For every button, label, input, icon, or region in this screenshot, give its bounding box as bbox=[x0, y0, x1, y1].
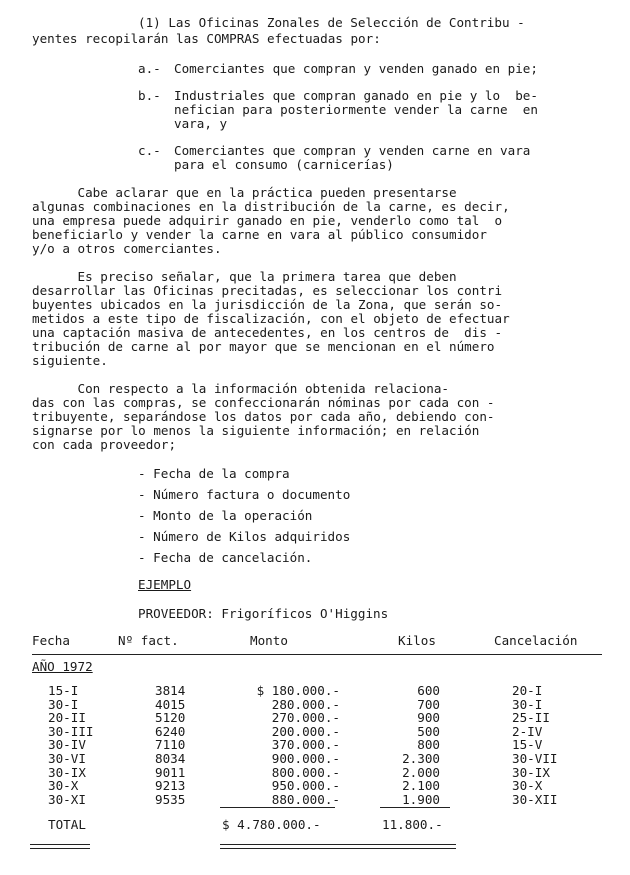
cell-amount: 800.000.- bbox=[271, 764, 340, 780]
column-header-cancellation: Cancelación bbox=[494, 633, 578, 648]
example-heading: EJEMPLO bbox=[138, 577, 192, 592]
paragraph-line: algunas combinaciones en la distribución de la carne, es decir, bbox=[32, 199, 510, 214]
paragraph-line: y/o a otros comerciantes. bbox=[32, 241, 222, 256]
cell-fecha: 20-II bbox=[48, 710, 86, 726]
paragraph-line: metidos a este tipo de fiscalización, con el objeto de efectuar bbox=[32, 311, 510, 326]
paragraph-line: Con respecto a la información obtenida relaciona- bbox=[32, 381, 450, 396]
cell-amount: 280.000.- bbox=[271, 696, 340, 712]
column-header-invoice: Nº fact. bbox=[118, 633, 179, 648]
cell-cancellation: 30-I bbox=[512, 696, 543, 712]
paragraph-line: signarse por lo menos la siguiente información; en relación bbox=[32, 423, 480, 438]
cell-cancellation: 30-VII bbox=[512, 751, 558, 766]
cell-invoice: 5120 bbox=[155, 710, 186, 726]
cell-kilos: 1.900 bbox=[402, 791, 440, 807]
cell-cancellation: 15-V bbox=[512, 737, 543, 753]
cell-fecha: 30-VI bbox=[48, 751, 86, 766]
paragraph-line: beneficiarlo y vender la carne en vara al público consumidor bbox=[32, 227, 487, 242]
cell-kilos: 2.100 bbox=[402, 778, 440, 794]
year-label: AÑO 1972 bbox=[32, 659, 93, 674]
cell-amount: 950.000.- bbox=[271, 778, 340, 794]
cell-kilos: 900 bbox=[417, 710, 440, 726]
double-rule-top bbox=[30, 844, 90, 845]
paragraph-line: Cabe aclarar que en la práctica pueden presentarse bbox=[32, 185, 457, 200]
list-item-text: para el consumo (carnicerías) bbox=[174, 157, 394, 172]
cell-amount: $ 180.000.- bbox=[256, 683, 340, 698]
cell-cancellation: 2-IV bbox=[512, 723, 543, 739]
cell-amount: 200.000.- bbox=[271, 723, 340, 739]
cell-kilos: 600 bbox=[417, 683, 440, 698]
cell-fecha: 30-X bbox=[48, 778, 79, 794]
paragraph-line: con cada proveedor; bbox=[32, 437, 177, 452]
paragraph-line: das con las compras, se confeccionarán nóminas por cada con - bbox=[32, 395, 495, 410]
cell-invoice: 9011 bbox=[155, 764, 186, 780]
cell-fecha: 30-III bbox=[48, 723, 94, 739]
cell-kilos: 2.000 bbox=[402, 764, 440, 780]
list-item-text: vara, y bbox=[174, 116, 228, 131]
paragraph-line: tribución de carne al por mayor que se mencionan en el número bbox=[32, 339, 495, 354]
total-amount: $ 4.780.000.- bbox=[222, 817, 321, 832]
cell-amount: 900.000.- bbox=[271, 751, 340, 766]
cell-invoice: 7110 bbox=[155, 737, 186, 753]
list-item: - Fecha de la compra bbox=[138, 466, 290, 481]
list-item-marker: a.- bbox=[138, 61, 161, 76]
intro-line-1: (1) Las Oficinas Zonales de Selección de Contribu - bbox=[138, 15, 525, 30]
cell-fecha: 30-IX bbox=[48, 764, 86, 780]
total-double-rule-bottom bbox=[220, 848, 456, 849]
kilos-subtotal-rule bbox=[380, 807, 450, 808]
list-item-text: Industriales que compran ganado en pie y lo be- bbox=[174, 88, 538, 103]
paragraph-line: tribuyente, separándose los datos por cada año, debiendo con- bbox=[32, 409, 495, 424]
cell-kilos: 800 bbox=[417, 737, 440, 753]
list-item-marker: b.- bbox=[138, 88, 161, 103]
cell-amount: 270.000.- bbox=[271, 710, 340, 726]
cell-kilos: 500 bbox=[417, 723, 440, 739]
cell-kilos: 2.300 bbox=[402, 751, 440, 766]
cell-cancellation: 30-X bbox=[512, 778, 543, 794]
cell-cancellation: 30-IX bbox=[512, 764, 550, 780]
column-header-amount: Monto bbox=[250, 633, 288, 648]
total-label: TOTAL bbox=[48, 817, 86, 832]
cell-cancellation: 20-I bbox=[512, 683, 543, 698]
list-item-text: Comerciantes que compran y venden ganado en pie; bbox=[174, 61, 538, 76]
list-item: - Número factura o documento bbox=[138, 487, 351, 502]
cell-invoice: 6240 bbox=[155, 723, 186, 739]
paragraph-line: desarrollar las Oficinas precitadas, es seleccionar los contri bbox=[32, 283, 503, 298]
intro-line-2: yentes recopilarán las COMPRAS efectuadas por: bbox=[32, 31, 381, 46]
cell-fecha: 30-XI bbox=[48, 791, 86, 807]
list-item: - Fecha de cancelación. bbox=[138, 550, 313, 565]
paragraph-line: siguiente. bbox=[32, 353, 108, 368]
list-item-text: nefician para posteriormente vender la carne en bbox=[174, 102, 538, 117]
paragraph-line: buyentes ubicados en la jurisdicción de la Zona, que serán so- bbox=[32, 297, 503, 312]
cell-fecha: 30-IV bbox=[48, 737, 86, 753]
cell-invoice: 8034 bbox=[155, 751, 186, 766]
provider-line: PROVEEDOR: Frigoríficos O'Higgins bbox=[138, 606, 389, 621]
cell-invoice: 4015 bbox=[155, 696, 186, 712]
cell-amount: 370.000.- bbox=[271, 737, 340, 753]
list-item-marker: c.- bbox=[138, 143, 161, 158]
double-rule-bottom bbox=[30, 848, 90, 849]
column-header-fecha: Fecha bbox=[32, 633, 70, 648]
total-kilos: 11.800.- bbox=[382, 817, 443, 832]
column-header-kilos: Kilos bbox=[398, 633, 436, 648]
list-item: - Monto de la operación bbox=[138, 508, 313, 523]
total-double-rule-top bbox=[220, 844, 456, 845]
cell-invoice: 3814 bbox=[155, 683, 186, 698]
cell-amount: 880.000.- bbox=[271, 791, 340, 807]
cell-fecha: 30-I bbox=[48, 696, 79, 712]
paragraph-line: una captación masiva de antecedentes, en los centros de dis - bbox=[32, 325, 503, 340]
amount-subtotal-rule bbox=[220, 807, 335, 808]
cell-cancellation: 25-II bbox=[512, 710, 550, 726]
cell-kilos: 700 bbox=[417, 696, 440, 712]
list-item: - Número de Kilos adquiridos bbox=[138, 529, 351, 544]
paragraph-line: una empresa puede adquirir ganado en pie, venderlo como tal o bbox=[32, 213, 503, 228]
cell-cancellation: 30-XII bbox=[512, 791, 558, 807]
list-item-text: Comerciantes que compran y venden carne en vara bbox=[174, 143, 531, 158]
cell-invoice: 9535 bbox=[155, 791, 186, 807]
cell-invoice: 9213 bbox=[155, 778, 186, 794]
paragraph-line: Es preciso señalar, que la primera tarea que deben bbox=[32, 269, 457, 284]
cell-fecha: 15-I bbox=[48, 683, 79, 698]
header-rule bbox=[32, 654, 602, 655]
